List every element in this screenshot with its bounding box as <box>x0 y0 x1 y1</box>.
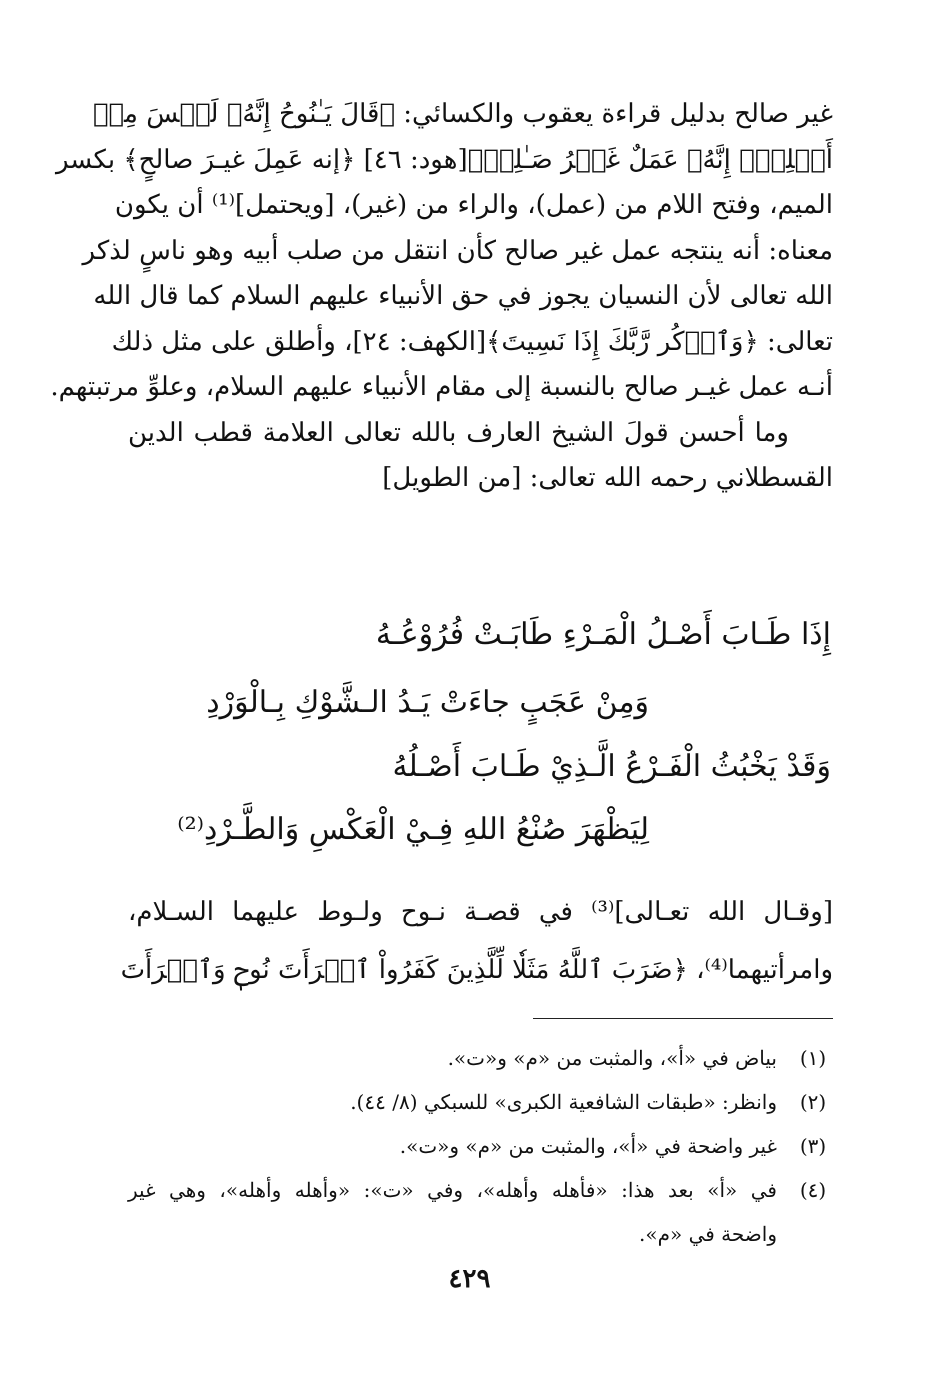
text-line: الله تعالى لأن النسيان يجوز في حق الأنبياء عليهم السلام كما قال الله <box>93 281 833 311</box>
footnote-text: غير واضحة في «أ»، والمثبت من «م» و«ت». <box>399 1134 777 1158</box>
text-line: القسطلاني رحمه الله تعالى: [من الطويل] <box>382 463 833 493</box>
text-line: غير صالح بدليل قراءة يعقوب والكسائي: ﴿قَالَ يَـٰنُوحُ إِنَّهُۥ لَيۡسَ مِنۡ <box>92 99 833 129</box>
footnote-number: (٤) <box>799 1178 827 1202</box>
text-line: معناه: أنه ينتجه عمل غير صالح كأن انتقل من صلب أبيه وهو ناسٍ لذكر <box>82 235 833 266</box>
text-line: [وقـال الله تعـالى]⁽³⁾ في قصـة نـوح ولـوط عليهما السـلام، <box>128 897 833 927</box>
footnote-number: (١) <box>799 1046 827 1070</box>
footnote-text: بياض في «أ»، والمثبت من «م» و«ت». <box>447 1046 777 1070</box>
footnotes <box>128 1036 833 1256</box>
footnote-4 <box>128 1168 833 1212</box>
text-line: الميم، وفتح اللام من (عمل)، والراء من (غير)، [ويحتمل]⁽¹⁾ أن يكون <box>114 190 833 220</box>
footnote-divider <box>533 1018 833 1019</box>
poem-verse-2: وَمِنْ عَجَبٍ جاءَتْ يَـدُ الـشَّوْكِ بِـالْوَرْدِ <box>206 685 649 720</box>
text-line: تعالى: ﴿وَٱذۡكُر رَّبَّكَ إِذَا نَسِيتَ﴾[الكهف: ٢٤]، وأطلق على مثل ذلك <box>111 326 833 357</box>
footnote-2 <box>128 1080 833 1124</box>
text-line: أنـه عمل غيـر صالح بالنسبة إلى مقام الأنبياء عليهم السلام، وعلوِّ مرتبتهم. <box>50 372 833 402</box>
footnote-number: (٣) <box>799 1134 827 1158</box>
footnote-text: وانظر: «طبقات الشافعية الكبرى» للسبكي (٨/ ٤٤). <box>350 1090 777 1114</box>
text-line: وامرأتيهما⁽⁴⁾، ﴿ضَرَبَ ٱللَّهُ مَثَلٗا لِّلَّذِينَ كَفَرُواْ ٱمۡرَأَتَ نُوحٖ وَٱمۡرَأَتَ <box>120 955 833 985</box>
main-text-block <box>50 92 833 502</box>
footnote-text: في «أ» بعد هذا: «فأهله وأهله»، وفي «ت»: «وأهله وأهله»، وهي غير <box>128 1178 777 1202</box>
text-line: وما أحسن قولَ الشيخ العارف بالله تعالى العلامة قطب الدين <box>128 417 789 448</box>
poem-verse-1: إِذَا طَـابَ أَصْـلُ الْمَـرْءِ طَابَـتْ فُرُوْعُـهُ <box>375 617 831 652</box>
footnote-3 <box>128 1124 833 1168</box>
text-line: أَهۡلِكَۖ إِنَّهُۥ عَمَلٌ غَيۡرُ صَـٰلِحٖ﴾[هود: ٤٦] ﴿إنه عَمِلَ غيـرَ صالحٍ﴾ بكسر <box>55 144 833 175</box>
footnote-1 <box>128 1036 833 1080</box>
poem-verse-3: وَقَدْ يَخْبُثُ الْفَـرْعُ الَّـذِيْ طَـابَ أَصْـلُهُ <box>392 749 831 784</box>
footnote-number: (٢) <box>799 1090 827 1114</box>
poem-verse-4: لِيَظْهَرَ صُنْعُ اللهِ فِـيْ الْعَكْسِ وَالطَّـرْدِ⁽²⁾ <box>177 812 649 847</box>
page-number: ٤٢٩ <box>448 1264 491 1294</box>
paragraph-after-poem <box>120 883 833 999</box>
footnote-4-continuation: واضحة في «م». <box>639 1222 777 1246</box>
